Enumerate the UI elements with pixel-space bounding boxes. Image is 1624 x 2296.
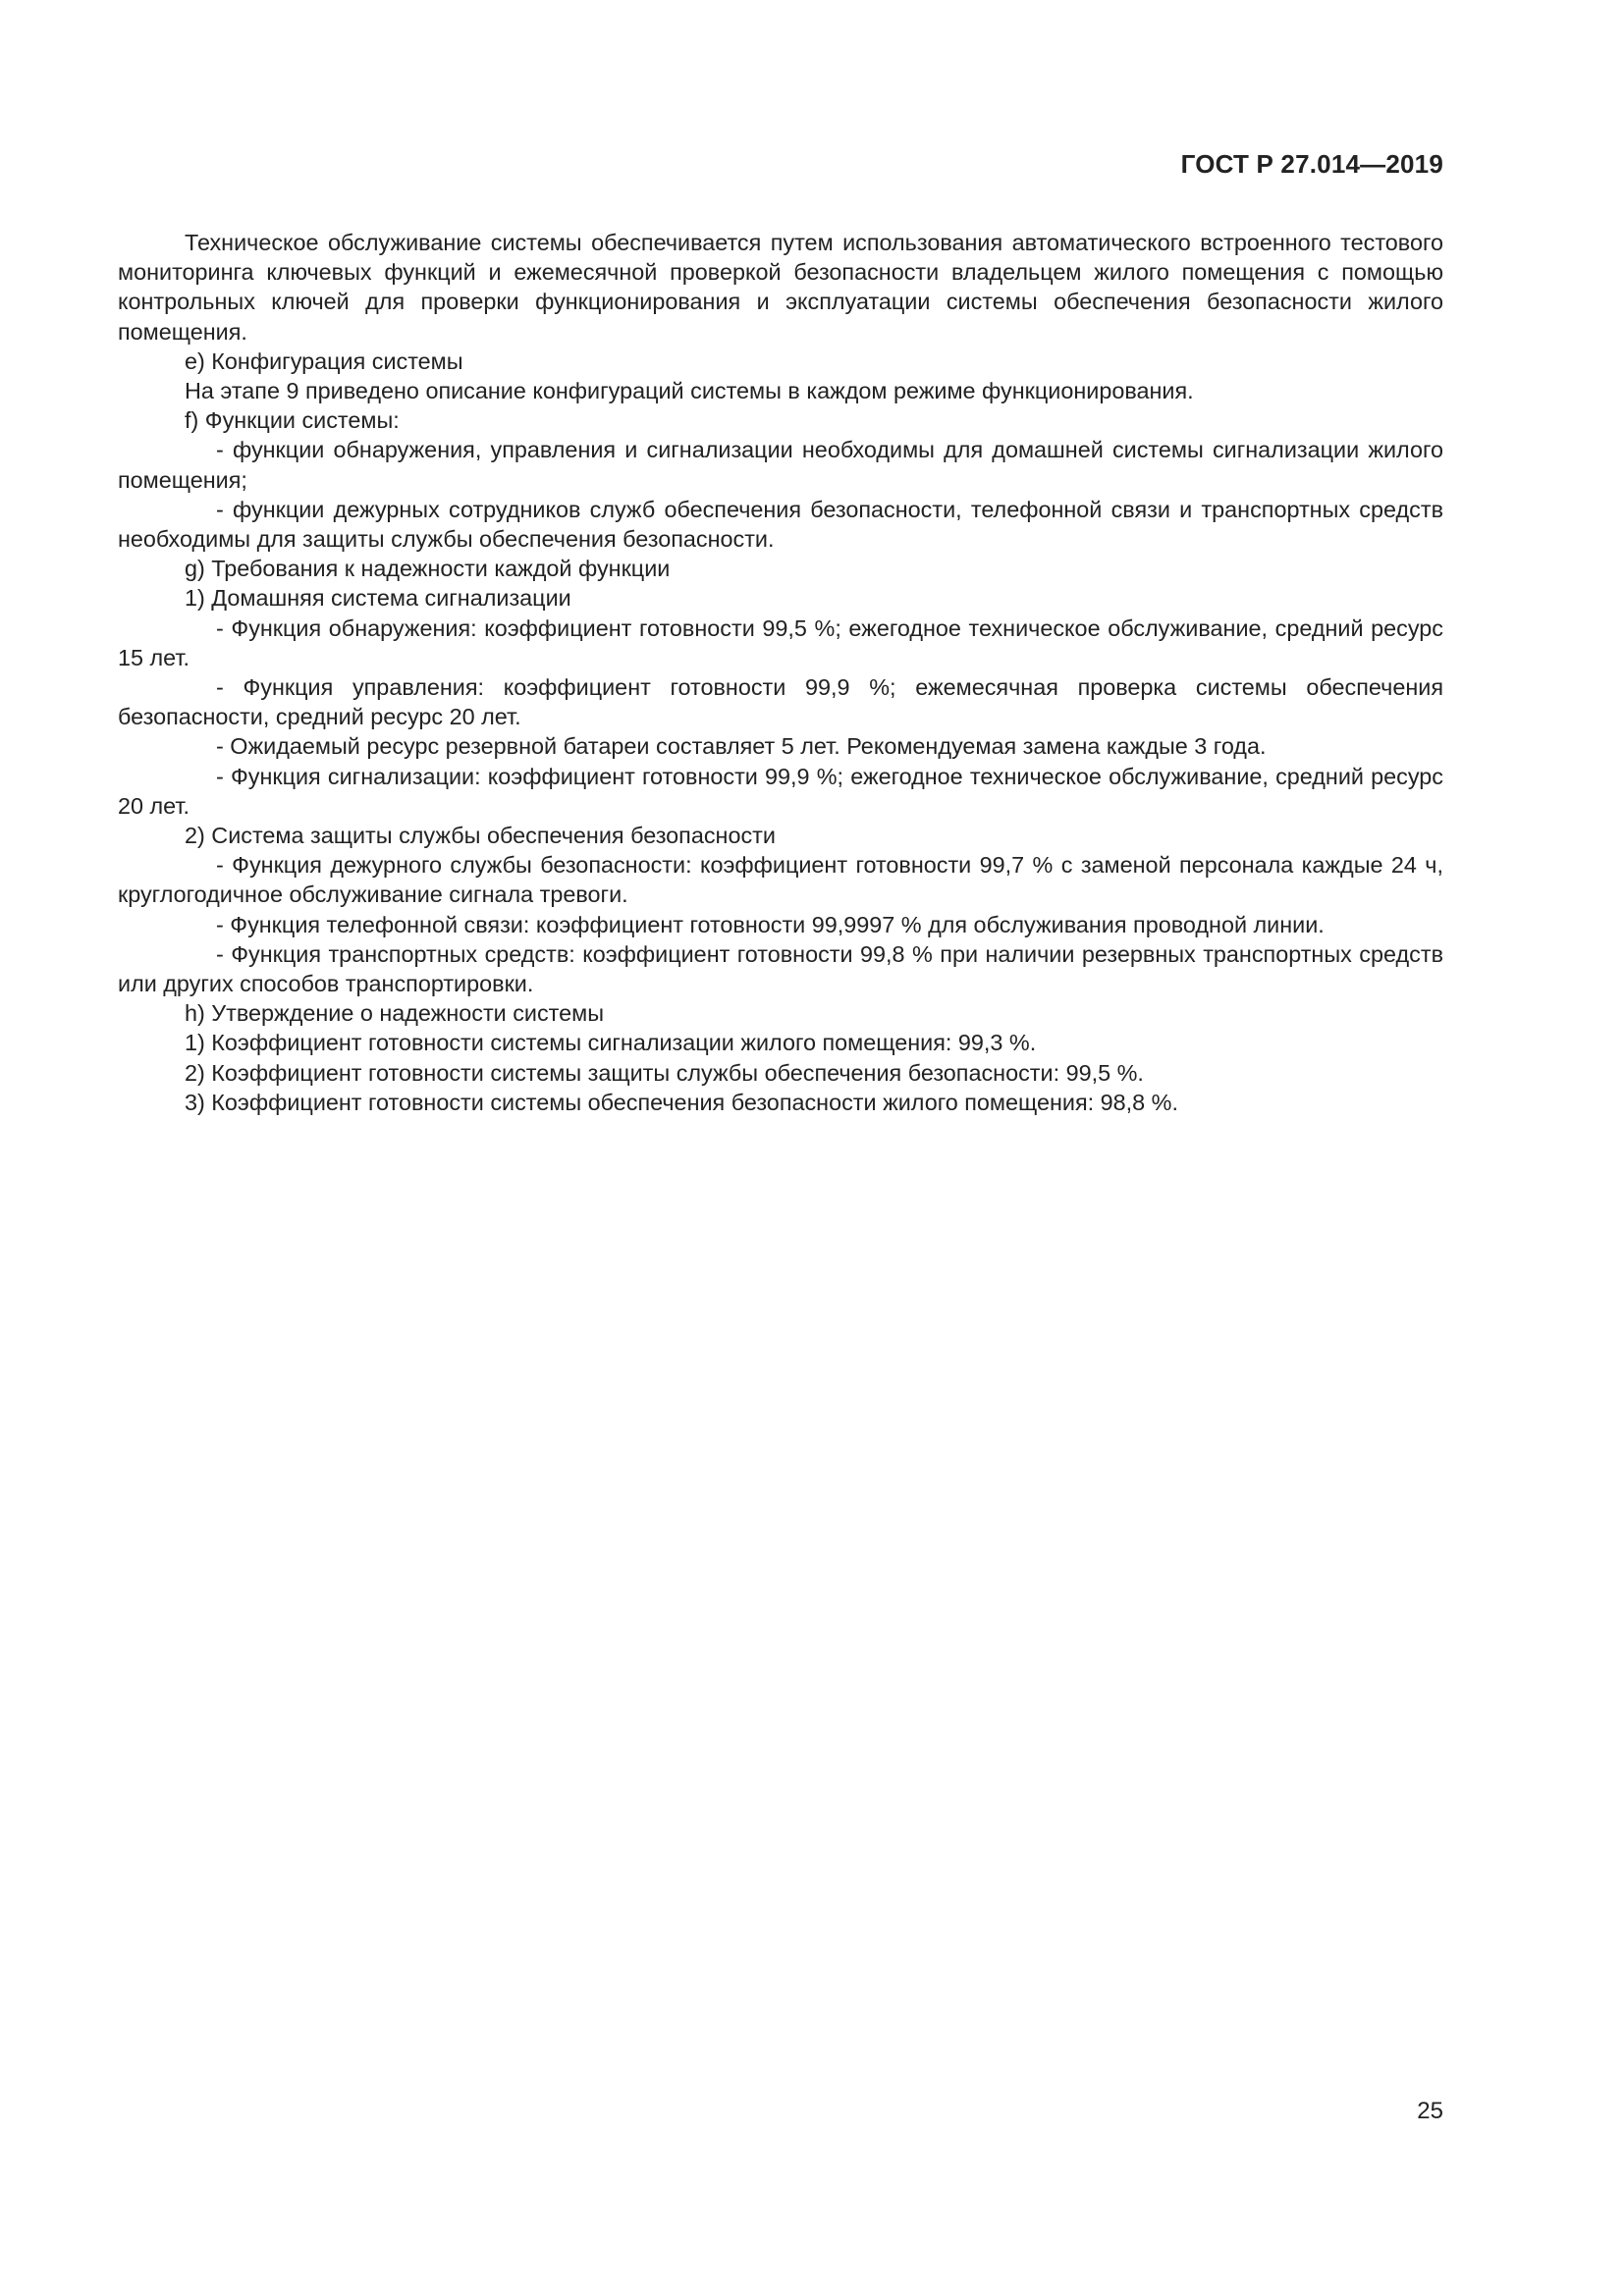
numbered-item: 3) Коэффициент готовности системы обеспечения безопасности жилого помещения: 98,8 %. bbox=[185, 1089, 1178, 1115]
list-item: - Функция обнаружения: коэффициент готовности 99,5 %; ежегодное техническое обслуживание, средний ресурс 15 лет. bbox=[118, 614, 1443, 670]
section-heading: h) Утверждение о надежности системы bbox=[185, 1000, 605, 1027]
list-item: - Функция дежурного службы безопасности: коэффициент готовности 99,7 % с заменой персонала каждые 24 ч, круглогодичное обслуживание сигнала тревоги. bbox=[118, 852, 1443, 908]
page-number: 25 bbox=[1417, 2098, 1443, 2124]
list-item: - функции обнаружения, управления и сигнализации необходимы для домашней системы сигнализации жилого помещения; bbox=[118, 437, 1443, 493]
list-item: - Ожидаемый ресурс резервной батареи составляет 5 лет. Рекомендуемая замена каждые 3 года. bbox=[216, 733, 1267, 760]
document-body bbox=[118, 228, 1443, 1117]
list-item: - Функция телефонной связи: коэффициент готовности 99,9997 % для обслуживания проводной линии. bbox=[216, 911, 1325, 937]
list-item: - функции дежурных сотрудников служб обеспечения безопасности, телефонной связи и транспортных средств необходимы для защиты службы обеспечения безопасности. bbox=[118, 496, 1443, 553]
numbered-item: 1) Коэффициент готовности системы сигнализации жилого помещения: 99,3 %. bbox=[185, 1030, 1037, 1056]
section-heading: g) Требования к надежности каждой функции bbox=[185, 556, 671, 582]
numbered-item: 2) Коэффициент готовности системы защиты службы обеспечения безопасности: 99,5 %. bbox=[185, 1059, 1144, 1086]
list-item: - Функция транспортных средств: коэффициент готовности 99,8 % при наличии резервных транспортных средств или других способов транспортировки. bbox=[118, 940, 1443, 997]
list-item: - Функция управления: коэффициент готовности 99,9 %; ежемесячная проверка системы обеспечения безопасности, средний ресурс 20 лет. bbox=[118, 674, 1443, 730]
paragraph: Техническое обслуживание системы обеспечивается путем использования автоматического встроенного тестового мониторинга ключевых функций и ежемесячной проверкой безопасности владельцем жилого помещения с помощью контрольных ключей для проверки функционирования и эксплуатации системы обеспечения безопасности жилого помещения. bbox=[118, 230, 1443, 345]
subsection-heading: 2) Система защиты службы обеспечения безопасности bbox=[185, 823, 776, 849]
list-item: - Функция сигнализации: коэффициент готовности 99,9 %; ежегодное техническое обслуживание, средний ресурс 20 лет. bbox=[118, 763, 1443, 819]
document-header: ГОСТ Р 27.014—2019 bbox=[1180, 149, 1443, 179]
paragraph: На этапе 9 приведено описание конфигураций системы в каждом режиме функционирования. bbox=[185, 378, 1194, 404]
section-heading: f) Функции системы: bbox=[185, 407, 400, 434]
section-heading: е) Конфигурация системы bbox=[185, 347, 463, 374]
subsection-heading: 1) Домашняя система сигнализации bbox=[185, 585, 571, 612]
